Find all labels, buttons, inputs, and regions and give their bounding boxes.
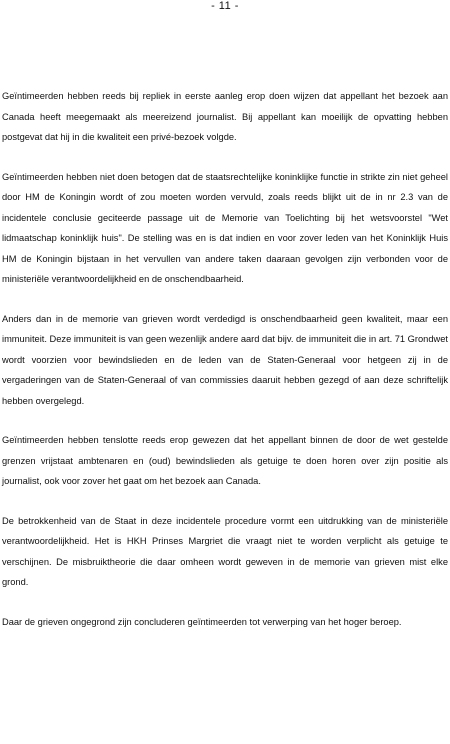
paragraph-repliek: Geïntimeerden hebben reeds bij repliek in eerste aanleg erop doen wijzen dat appellant het bezoek aan Canada heeft meegemaakt als meereizend journalist. Bij appellant kan moeilijk de opvatting hebben postgevat dat hij in die kwaliteit een privé-bezoek volgde. (2, 91, 448, 142)
paragraph-conclusie: Daar de grieven ongegrond zijn concluderen geïntimeerden tot verwerping van het hoger beroep. (2, 616, 402, 627)
paragraph-onschendbaarheid: Anders dan in de memorie van grieven wordt verdedigd is onschendbaarheid geen kwaliteit, maar een immuniteit. Deze immuniteit is van geen wezenlijk andere aard dat bijv. de immuniteit die in art. 71 Grondwet wordt voorzien voor bewindslieden en de leden van de Staten-Generaal voor hetgeen zij in de vergaderingen van de Staten-Generaal of van commissies daaruit hebben gezegd of aan deze schriftelijk hebben overgelegd. (2, 313, 448, 406)
paragraph-koninklijke-functie: Geïntimeerden hebben niet doen betogen dat de staatsrechtelijke koninklijke functie in strikte zin niet geheel door HM de Koningin wordt of zou moeten worden vervuld, zoals reeds blijkt uit de in nr 2.3 van de incidentele conclusie geciteerde passage uit de Memorie van Toelichting bij het wetsvoorstel "Wet lidmaatschap koninklijk huis". De stelling was en is dat indien en voor zover leden van het Koninklijk Huis HM de Koningin bijstaan in het vervullen van andere taken daaraan gevolgen zijn verbonden voor de ministeriële verantwoordelijkheid en de onschendbaarheid. (2, 171, 448, 284)
paragraph-betrokkenheid-staat: De betrokkenheid van de Staat in deze incidentele procedure vormt een uitdrukking van de ministeriële verantwoordelijkheid. Het is HKH Prinses Margriet die vraagt niet te worden verplicht als getuige te verschijnen. De misbruiktheorie die daar omheen wordt geweven in de memorie van grieven mist elke grond. (2, 515, 448, 587)
paragraph-getuige: Geïntimeerden hebben tenslotte reeds erop gewezen dat het appellant binnen de door de wet gestelde grenzen vrijstaat ambtenaren en (oud) bewindslieden als getuige te doen horen over zijn positie als journalist, ook voor zover het gaat om het bezoek aan Canada. (2, 435, 448, 486)
document-body (2, 86, 448, 632)
page-number: - 11 - (211, 0, 239, 12)
